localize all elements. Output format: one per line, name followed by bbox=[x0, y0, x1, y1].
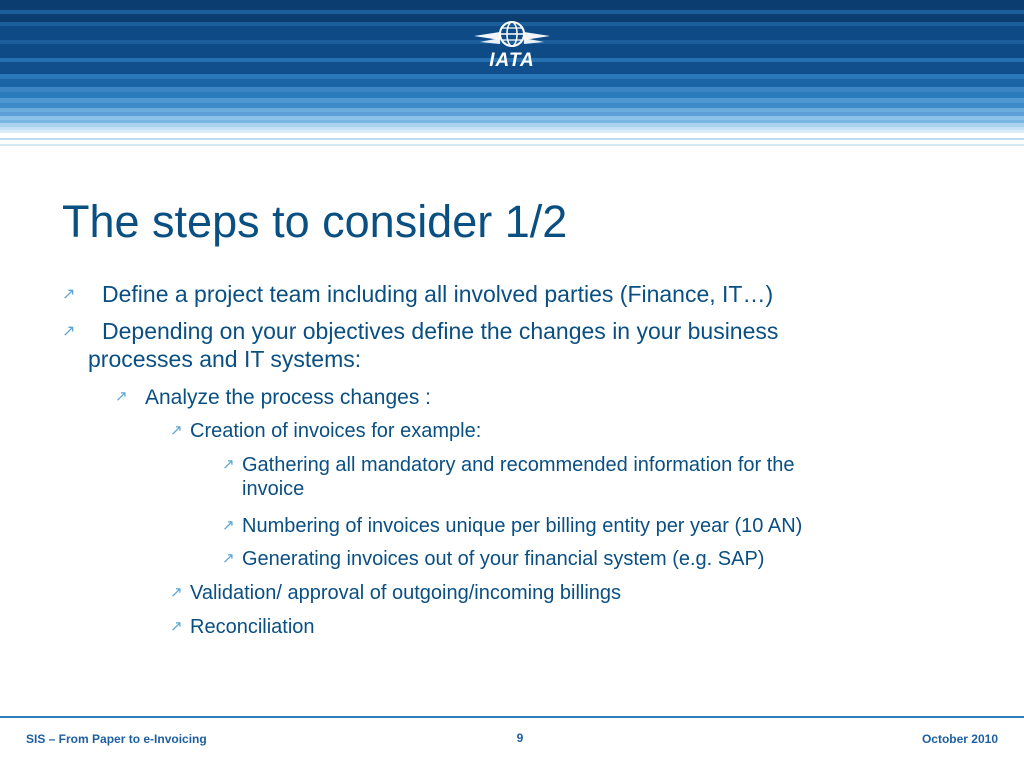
bullet-text: Creation of invoices for example: bbox=[190, 420, 482, 442]
bullet-text: Reconciliation bbox=[190, 616, 315, 638]
bullet-item bbox=[115, 385, 432, 410]
footer-title: SIS – From Paper to e-Invoicing bbox=[26, 732, 207, 746]
bullet-text: Analyze the process changes : bbox=[145, 386, 432, 409]
arrow-icon: ↗ bbox=[62, 286, 76, 303]
arrow-icon: ↗ bbox=[170, 422, 183, 439]
arrow-icon: ↗ bbox=[222, 456, 235, 473]
bullet-text: Numbering of invoices unique per billing entity per year (10 AN) bbox=[242, 515, 803, 537]
bullet-item bbox=[222, 547, 765, 571]
arrow-icon: ↗ bbox=[222, 517, 235, 534]
logo-text: IATA bbox=[489, 50, 535, 71]
footer-divider bbox=[0, 716, 1024, 718]
bullet-item bbox=[170, 615, 315, 639]
bullet-item bbox=[222, 514, 803, 538]
arrow-icon: ↗ bbox=[170, 618, 183, 635]
bullet-item bbox=[222, 453, 795, 501]
slide-title: The steps to consider 1/2 bbox=[62, 196, 568, 247]
bullet-text: Gathering all mandatory and recommended information for the bbox=[242, 454, 795, 476]
arrow-icon: ↗ bbox=[170, 584, 183, 601]
bullet-text-continued: invoice bbox=[242, 478, 305, 500]
bullet-item bbox=[62, 318, 779, 373]
bullet-item bbox=[170, 581, 622, 605]
bullet-text: Validation/ approval of outgoing/incoming billings bbox=[190, 582, 622, 604]
bullet-item bbox=[62, 281, 774, 309]
globe-wings-icon bbox=[470, 18, 554, 52]
bullet-text: Define a project team including all involved parties (Finance, IT…) bbox=[102, 281, 774, 307]
bullet-text: Generating invoices out of your financial system (e.g. SAP) bbox=[242, 548, 765, 570]
page-number: 9 bbox=[516, 731, 524, 745]
iata-logo bbox=[470, 18, 554, 76]
bullet-text-continued: processes and IT systems: bbox=[88, 345, 362, 372]
bullet-item bbox=[170, 419, 482, 443]
header-banner bbox=[0, 0, 1024, 152]
arrow-icon: ↗ bbox=[62, 323, 76, 340]
arrow-icon: ↗ bbox=[222, 550, 235, 567]
footer-date: October 2010 bbox=[921, 732, 998, 746]
arrow-icon: ↗ bbox=[115, 388, 128, 405]
bullet-text: Depending on your objectives define the changes in your business bbox=[102, 318, 779, 344]
